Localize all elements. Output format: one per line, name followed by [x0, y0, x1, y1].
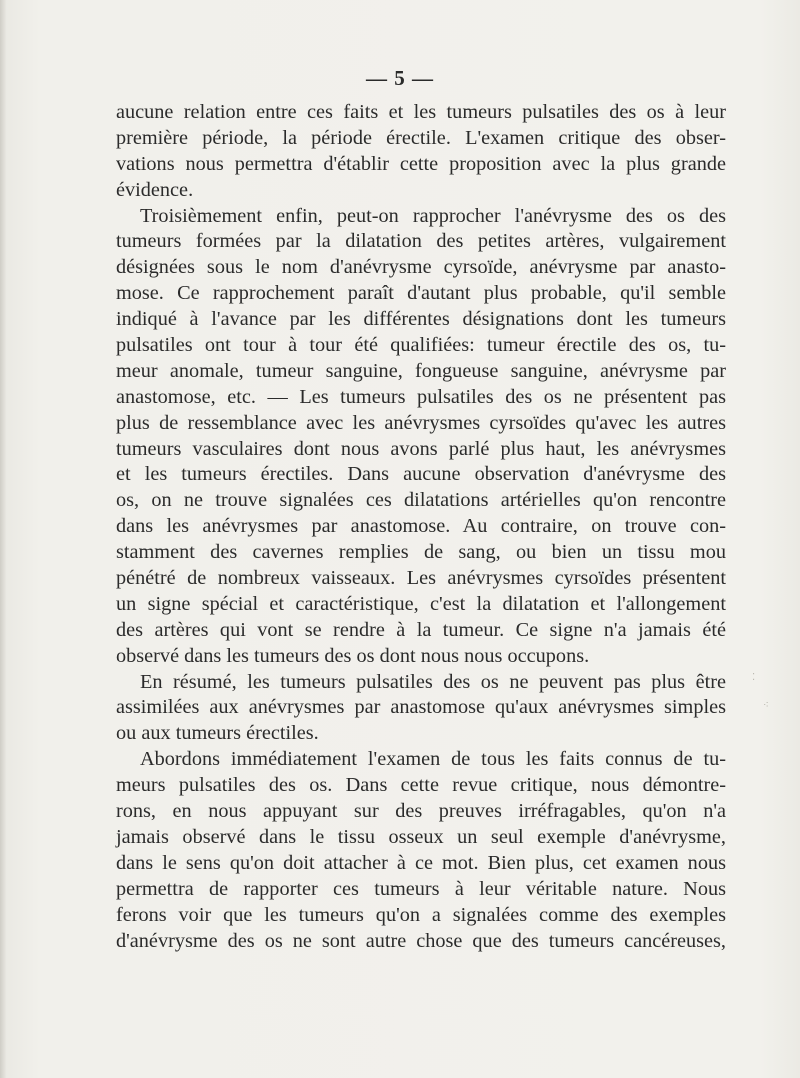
text-line: dans les anévrysmes par anastomose. Au contraire, on trouve con-	[116, 515, 726, 538]
text-line: tumeurs formées par la dilatation des petites artères, vulgairement	[116, 230, 726, 253]
text-line: vations nous permettra d'établir cette proposition avec la plus grande	[116, 152, 726, 175]
text-line: Troisièmement enfin, peut-on rapprocher l'anévrysme des os des	[140, 204, 726, 227]
text-line: et les tumeurs érectiles. Dans aucune observation d'anévrysme des	[116, 463, 726, 486]
text-line: os, on ne trouve signalées ces dilatations artérielles qu'on rencontre	[116, 489, 726, 512]
paper-speck: ⁚	[752, 672, 756, 683]
text-line: rons, en nous appuyant sur des preuves irréfragables, qu'on n'a	[116, 800, 726, 823]
text-line: aucune relation entre ces faits et les tumeurs pulsatiles des os à leur	[116, 101, 726, 123]
text-line: anastomose, etc. — Les tumeurs pulsatiles des os ne présentent pas	[116, 385, 726, 408]
text-line: indiqué à l'avance par les différentes désignations dont les tumeurs	[116, 308, 726, 331]
text-line: ferons voir que les tumeurs qu'on a signalées comme des exemples	[116, 903, 726, 926]
text-line: désignées sous le nom d'anévrysme cyrsoïde, anévrysme par anasto-	[116, 256, 726, 279]
text-line: observé dans les tumeurs des os dont nous nous occupons.	[116, 644, 590, 667]
text-line: d'anévrysme des os ne sont autre chose que des tumeurs cancéreuses,	[116, 929, 726, 952]
text-line: évidence.	[116, 178, 194, 201]
text-line: dans le sens qu'on doit attacher à ce mot. Bien plus, cet examen nous	[116, 851, 726, 874]
text-line: tumeurs vasculaires dont nous avons parlé plus haut, les anévrysmes	[116, 437, 726, 460]
text-line: ou aux tumeurs érectiles.	[116, 722, 319, 745]
text-line: jamais observé dans le tissu osseux un seul exemple d'anévrysme,	[116, 825, 726, 848]
text-line: En résumé, les tumeurs pulsatiles des os ne peuvent pas plus être	[140, 670, 726, 693]
text-line: stamment des cavernes remplies de sang, ou bien un tissu mou	[116, 541, 726, 564]
text-line: pénétré de nombreux vaisseaux. Les anévrysmes cyrsoïdes présentent	[116, 567, 726, 590]
text-line: première période, la période érectile. L'examen critique des obser-	[116, 126, 726, 149]
text-line: permettra de rapporter ces tumeurs à leur véritable nature. Nous	[116, 877, 726, 900]
text-line: meur anomale, tumeur sanguine, fongueuse sanguine, anévrysme par	[116, 359, 726, 382]
text-line: assimilées aux anévrysmes par anastomose qu'aux anévrysmes simples	[116, 696, 726, 719]
text-line: plus de ressemblance avec les anévrysmes cyrsoïdes qu'avec les autres	[116, 411, 726, 434]
text-line: un signe spécial et caractéristique, c'est la dilatation et l'allongement	[116, 592, 726, 615]
paper-speck: ⁖	[763, 700, 769, 711]
text-line: des artères qui vont se rendre à la tumeur. Ce signe n'a jamais été	[116, 618, 726, 641]
text-line: mose. Ce rapprochement paraît d'autant plus probable, qu'il semble	[116, 282, 726, 305]
body-text	[116, 100, 726, 954]
page-binding-edge	[0, 0, 6, 1078]
text-line: meurs pulsatiles des os. Dans cette revue critique, nous démontre-	[116, 774, 726, 797]
text-line: pulsatiles ont tour à tour été qualifiées: tumeur érectile des os, tu-	[116, 334, 726, 357]
page-number: — 5 —	[366, 66, 434, 90]
text-line: Abordons immédiatement l'examen de tous les faits connus de tu-	[140, 748, 726, 771]
